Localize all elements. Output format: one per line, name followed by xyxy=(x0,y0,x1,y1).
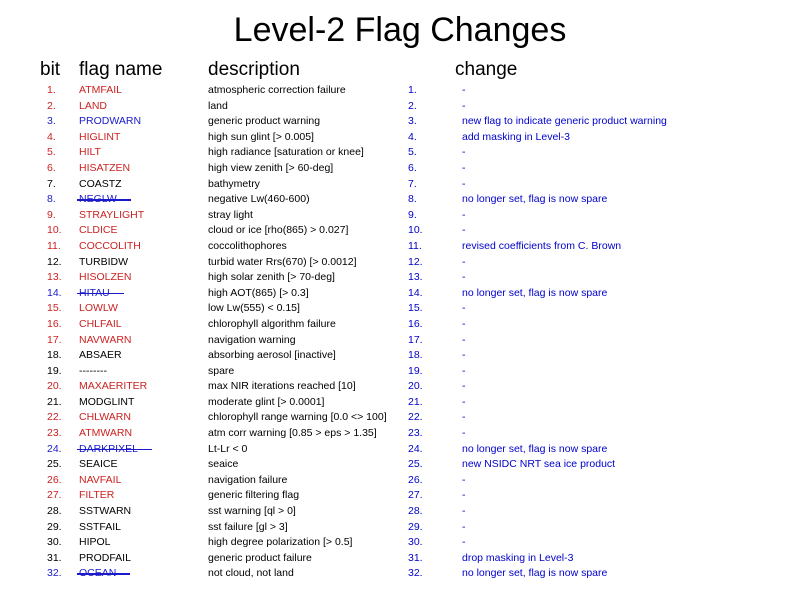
table-row xyxy=(0,488,800,504)
flag-name xyxy=(79,301,118,317)
flag-name xyxy=(79,83,122,99)
change-number: 5. xyxy=(408,146,417,159)
header-change: change xyxy=(455,59,518,80)
bit-number: 24. xyxy=(47,442,62,455)
change-text: - xyxy=(462,349,466,362)
flag-name-text: NAVWARN xyxy=(79,333,132,346)
flag-name-text: ATMWARN xyxy=(79,427,133,440)
strikethrough-line xyxy=(77,449,152,451)
change-number: 15. xyxy=(408,302,423,315)
change-number: 10. xyxy=(408,224,423,237)
flag-description: seaice xyxy=(208,458,239,471)
table-row xyxy=(0,192,800,208)
flag-description: chlorophyll range warning [0.0 <> 100] xyxy=(208,411,387,424)
table-row xyxy=(0,426,800,442)
bit-number: 19. xyxy=(47,364,62,377)
table-row xyxy=(0,473,800,489)
flag-description: atm corr warning [0.85 > eps > 1.35] xyxy=(208,427,377,440)
flag-name xyxy=(79,114,141,130)
table-row xyxy=(0,99,800,115)
flag-table xyxy=(0,83,800,582)
bit-number: 8. xyxy=(47,193,56,206)
flag-name xyxy=(79,457,118,473)
table-row xyxy=(0,130,800,146)
change-text: drop masking in Level-3 xyxy=(462,551,574,564)
table-row xyxy=(0,504,800,520)
change-number: 13. xyxy=(408,271,423,284)
bit-number: 3. xyxy=(47,115,56,128)
table-row xyxy=(0,520,800,536)
flag-name xyxy=(79,520,121,536)
flag-name-text: FILTER xyxy=(79,489,115,502)
change-number: 31. xyxy=(408,551,423,564)
table-row xyxy=(0,317,800,333)
flag-description: sst warning [ql > 0] xyxy=(208,505,296,518)
flag-name-text: SSTFAIL xyxy=(79,520,122,533)
bit-number: 1. xyxy=(47,84,56,96)
change-text: - xyxy=(462,395,466,408)
flag-name xyxy=(79,255,128,271)
change-text: - xyxy=(462,146,466,159)
change-text: - xyxy=(462,99,466,112)
change-number: 24. xyxy=(408,442,423,455)
bit-number: 11. xyxy=(47,239,61,252)
flag-name xyxy=(79,99,107,115)
flag-name-text: CHLFAIL xyxy=(79,317,122,330)
change-number: 8. xyxy=(408,193,417,206)
table-row xyxy=(0,161,800,177)
flag-description: Lt-Lr < 0 xyxy=(208,442,248,455)
flag-name-struck xyxy=(79,192,117,208)
table-row xyxy=(0,442,800,458)
change-number: 19. xyxy=(408,364,423,377)
flag-description: spare xyxy=(208,364,235,377)
bit-number: 7. xyxy=(47,177,56,190)
flag-description: generic filtering flag xyxy=(208,489,300,502)
table-row xyxy=(0,551,800,567)
change-text: - xyxy=(462,364,466,377)
table-row xyxy=(0,348,800,364)
flag-name-text: ATMFAIL xyxy=(79,84,122,96)
table-row xyxy=(0,270,800,286)
change-text: - xyxy=(462,489,466,502)
flag-name-text: NAVFAIL xyxy=(79,473,122,486)
flag-name-text: ABSAER xyxy=(79,349,122,362)
change-text: no longer set, flag is now spare xyxy=(462,193,608,206)
flag-name xyxy=(79,364,107,380)
flag-description: high solar zenith [> 70-deg] xyxy=(208,271,335,284)
bit-number: 15. xyxy=(47,302,62,315)
table-row xyxy=(0,114,800,130)
change-text: - xyxy=(462,84,466,96)
change-number: 17. xyxy=(408,333,423,346)
flag-name xyxy=(79,488,114,504)
change-text: - xyxy=(462,255,466,268)
flag-description: coccolithophores xyxy=(208,239,287,252)
flag-name-text: SSTWARN xyxy=(79,505,132,518)
change-number: 22. xyxy=(408,411,423,424)
change-text: - xyxy=(462,520,466,533)
flag-name xyxy=(79,333,132,349)
flag-name xyxy=(79,145,101,161)
change-number: 3. xyxy=(408,115,417,128)
flag-description: high view zenith [> 60-deg] xyxy=(208,161,334,174)
flag-name xyxy=(79,473,121,489)
table-row xyxy=(0,301,800,317)
table-header xyxy=(0,58,800,82)
change-text: - xyxy=(462,161,466,174)
slide-title: Level-2 Flag Changes xyxy=(233,11,567,49)
flag-description: absorbing aerosol [inactive] xyxy=(208,349,336,362)
change-number: 4. xyxy=(408,130,417,143)
table-row xyxy=(0,535,800,551)
flag-name-text: CHLWARN xyxy=(79,411,131,424)
flag-description: land xyxy=(208,99,228,112)
flag-description: navigation warning xyxy=(208,333,296,346)
flag-name-text: TURBIDW xyxy=(79,255,128,268)
flag-description: navigation failure xyxy=(208,473,288,486)
table-row xyxy=(0,333,800,349)
bit-number: 31. xyxy=(47,551,62,564)
flag-name xyxy=(79,223,118,239)
change-text: - xyxy=(462,302,466,315)
change-number: 1. xyxy=(408,84,417,96)
table-row xyxy=(0,395,800,411)
flag-name xyxy=(79,395,134,411)
table-row xyxy=(0,208,800,224)
flag-description: high sun glint [> 0.005] xyxy=(208,130,314,143)
flag-description: sst failure [gl > 3] xyxy=(208,520,288,533)
flag-name xyxy=(79,270,132,286)
flag-description: generic product warning xyxy=(208,115,321,128)
table-row xyxy=(0,364,800,380)
bit-number: 22. xyxy=(47,411,62,424)
flag-name-text: HISATZEN xyxy=(79,161,131,174)
change-number: 18. xyxy=(408,349,423,362)
header-flag-name: flag name xyxy=(79,59,163,80)
bit-number: 26. xyxy=(47,473,62,486)
flag-description: high AOT(865) [> 0.3] xyxy=(208,286,309,299)
bit-number: 9. xyxy=(47,208,56,221)
table-row xyxy=(0,145,800,161)
bit-number: 17. xyxy=(47,333,62,346)
change-number: 27. xyxy=(408,489,423,502)
bit-number: 30. xyxy=(47,536,62,549)
bit-number: 23. xyxy=(47,427,62,440)
change-text: - xyxy=(462,208,466,221)
flag-name xyxy=(79,504,131,520)
table-row xyxy=(0,239,800,255)
change-text: - xyxy=(462,380,466,393)
change-text: - xyxy=(462,333,466,346)
flag-name-text: SEAICE xyxy=(79,458,118,471)
flag-name xyxy=(79,535,111,551)
flag-name-text: PRODWARN xyxy=(79,115,142,128)
flag-description: not cloud, not land xyxy=(208,567,294,580)
bit-number: 28. xyxy=(47,505,62,518)
strikethrough-line xyxy=(77,293,124,295)
flag-description: atmospheric correction failure xyxy=(208,84,346,96)
table-row xyxy=(0,410,800,426)
table-row xyxy=(0,255,800,271)
strikethrough-line xyxy=(77,199,131,201)
flag-name-text: STRAYLIGHT xyxy=(79,208,145,221)
flag-name xyxy=(79,551,131,567)
bit-number: 2. xyxy=(47,99,56,112)
flag-name-struck xyxy=(79,286,110,302)
bit-number: 13. xyxy=(47,271,62,284)
flag-name xyxy=(79,317,122,333)
flag-description: stray light xyxy=(208,208,253,221)
table-row xyxy=(0,83,800,99)
flag-name xyxy=(79,161,130,177)
flag-name-text: HILT xyxy=(79,146,101,159)
header-bit: bit xyxy=(40,59,61,80)
change-text: - xyxy=(462,317,466,330)
flag-name-text: HIGLINT xyxy=(79,130,121,143)
change-number: 7. xyxy=(408,177,417,190)
flag-description: high degree polarization [> 0.5] xyxy=(208,536,353,549)
flag-description: max NIR iterations reached [10] xyxy=(208,380,356,393)
flag-description: negative Lw(460-600) xyxy=(208,193,310,206)
flag-name-text: HISOLZEN xyxy=(79,271,132,284)
change-text: - xyxy=(462,505,466,518)
change-number: 11. xyxy=(408,239,422,252)
flag-description: low Lw(555) < 0.15] xyxy=(208,302,300,315)
change-text: no longer set, flag is now spare xyxy=(462,567,608,580)
change-number: 6. xyxy=(408,161,417,174)
bit-number: 6. xyxy=(47,161,56,174)
flag-description: cloud or ice [rho(865) > 0.027] xyxy=(208,224,349,237)
table-row xyxy=(0,457,800,473)
bit-number: 14. xyxy=(47,286,62,299)
flag-name xyxy=(79,410,131,426)
change-text: no longer set, flag is now spare xyxy=(462,442,608,455)
change-number: 9. xyxy=(408,208,417,221)
change-number: 32. xyxy=(408,567,423,580)
change-number: 12. xyxy=(408,255,423,268)
flag-description: turbid water Rrs(670) [> 0.0012] xyxy=(208,255,357,268)
flag-name xyxy=(79,239,141,255)
flag-description: moderate glint [> 0.0001] xyxy=(208,395,325,408)
change-number: 29. xyxy=(408,520,423,533)
change-number: 16. xyxy=(408,317,423,330)
table-row xyxy=(0,379,800,395)
flag-name xyxy=(79,379,147,395)
change-text: - xyxy=(462,411,466,424)
change-text: - xyxy=(462,177,466,190)
flag-name-text: COASTZ xyxy=(79,177,122,190)
table-row xyxy=(0,177,800,193)
flag-name xyxy=(79,130,120,146)
change-text: new flag to indicate generic product warning xyxy=(462,115,667,128)
flag-description: bathymetry xyxy=(208,177,260,190)
bit-number: 27. xyxy=(47,489,62,502)
flag-name-struck xyxy=(79,442,138,458)
flag-name-text: MODGLINT xyxy=(79,395,135,408)
strikethrough-line xyxy=(77,573,130,575)
change-text: - xyxy=(462,536,466,549)
change-text: - xyxy=(462,271,466,284)
change-text: revised coefficients from C. Brown xyxy=(462,239,622,252)
change-text: no longer set, flag is now spare xyxy=(462,286,608,299)
flag-description: chlorophyll algorithm failure xyxy=(208,317,336,330)
change-number: 25. xyxy=(408,458,423,471)
bit-number: 16. xyxy=(47,317,62,330)
flag-name-text: LAND xyxy=(79,99,108,112)
change-text: - xyxy=(462,473,466,486)
flag-name-struck xyxy=(79,566,116,582)
flag-name xyxy=(79,348,122,364)
flag-description: high radiance [saturation or knee] xyxy=(208,146,364,159)
bit-number: 29. xyxy=(47,520,62,533)
flag-name-text: PRODFAIL xyxy=(79,551,131,564)
change-number: 20. xyxy=(408,380,423,393)
change-number: 14. xyxy=(408,286,423,299)
change-text: new NSIDC NRT sea ice product xyxy=(462,458,616,471)
change-number: 21. xyxy=(408,395,423,408)
bit-number: 21. xyxy=(47,395,62,408)
flag-name-text: MAXAERITER xyxy=(79,380,148,393)
bit-number: 32. xyxy=(47,567,62,580)
change-number: 23. xyxy=(408,427,423,440)
table-row xyxy=(0,286,800,302)
bit-number: 12. xyxy=(47,255,62,268)
table-row xyxy=(0,223,800,239)
flag-name-text: CLDICE xyxy=(79,224,118,237)
change-text: add masking in Level-3 xyxy=(462,130,570,143)
change-number: 2. xyxy=(408,99,417,112)
bit-number: 20. xyxy=(47,380,62,393)
bit-number: 5. xyxy=(47,146,56,159)
header-description: description xyxy=(208,59,300,80)
change-number: 30. xyxy=(408,536,423,549)
flag-name xyxy=(79,208,144,224)
flag-name-text: COCCOLITH xyxy=(79,239,141,252)
flag-name-text: -------- xyxy=(79,364,107,377)
change-text: - xyxy=(462,224,466,237)
flag-name-text: LOWLW xyxy=(79,302,118,315)
flag-name xyxy=(79,177,122,193)
flag-name-text: HIPOL xyxy=(79,536,111,549)
flag-name xyxy=(79,426,132,442)
change-number: 28. xyxy=(408,505,423,518)
flag-description: generic product failure xyxy=(208,551,312,564)
change-text: - xyxy=(462,427,466,440)
bit-number: 10. xyxy=(47,224,62,237)
change-number: 26. xyxy=(408,473,423,486)
table-row xyxy=(0,566,800,582)
bit-number: 4. xyxy=(47,130,56,143)
bit-number: 25. xyxy=(47,458,62,471)
bit-number: 18. xyxy=(47,349,62,362)
